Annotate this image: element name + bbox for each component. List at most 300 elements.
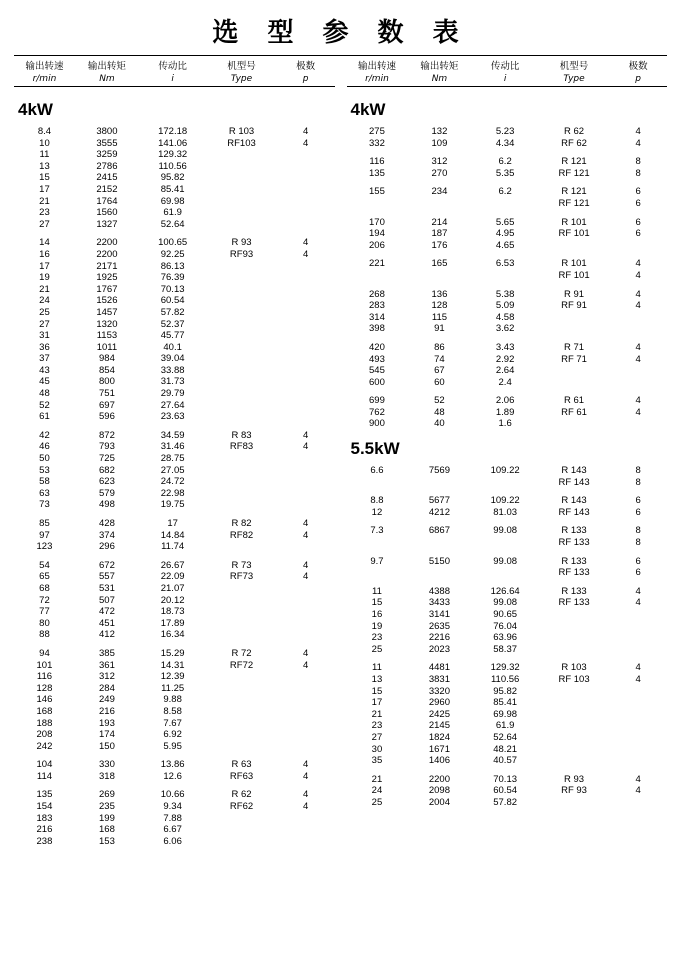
table-cell: RF63 (229, 770, 254, 782)
table-cell: RF83 (229, 441, 254, 453)
table-cell (609, 365, 667, 377)
table-cell (539, 312, 610, 324)
table-cell: 176 (431, 239, 448, 251)
table-row (347, 609, 668, 621)
table-cell: 37 (39, 353, 50, 365)
table-cell: 13 (39, 160, 50, 172)
table-cell: 21.07 (160, 582, 185, 594)
table-cell: 9.7 (370, 555, 384, 567)
header-output-torque-unit: Nm (99, 74, 115, 84)
table-cell: R 93 (563, 773, 585, 785)
table-cell (609, 697, 667, 709)
table-cell (277, 595, 335, 607)
table-cell (206, 319, 277, 331)
table-cell: 15 (39, 172, 50, 184)
table-cell: 5.65 (495, 216, 515, 228)
table-row (347, 621, 668, 633)
table-cell (471, 477, 538, 489)
table-row (347, 270, 668, 282)
table-cell: 22.09 (160, 571, 185, 583)
table-cell: 19.75 (160, 499, 185, 511)
table-cell: RF 121 (558, 167, 590, 179)
table-row (347, 289, 668, 301)
table-cell (609, 418, 667, 430)
table-cell: 1153 (96, 330, 118, 342)
table-cell: 4 (302, 429, 309, 441)
table-cell: 19 (371, 620, 383, 632)
table-cell: 85 (39, 518, 50, 529)
table-cell: 58 (39, 476, 50, 488)
table-cell: 697 (99, 399, 115, 411)
table-cell: 751 (99, 388, 115, 400)
table-cell (206, 618, 277, 630)
table-cell (471, 270, 538, 282)
table-cell (277, 824, 335, 836)
table-row (14, 801, 335, 813)
table-cell (206, 284, 277, 296)
table-cell: 531 (99, 582, 115, 594)
table-cell: 194 (369, 228, 385, 240)
table-cell: 8 (635, 156, 641, 168)
table-row (14, 411, 335, 423)
group-spacer (347, 179, 668, 186)
table-cell (277, 376, 335, 388)
table-cell (206, 488, 277, 500)
table-cell: 4 (302, 559, 309, 571)
table-cell: 4 (302, 237, 309, 249)
table-cell: RF 62 (561, 137, 587, 149)
table-cell (471, 567, 538, 579)
table-cell (609, 797, 667, 809)
table-cell: R 62 (231, 789, 252, 801)
table-cell: RF103 (227, 137, 256, 149)
table-cell (206, 729, 277, 741)
table-row (14, 319, 335, 331)
table-row (347, 720, 668, 732)
table-cell: 4.65 (495, 239, 515, 251)
table-cell: 7.88 (163, 812, 182, 824)
table-cell: 46 (39, 441, 50, 453)
table-cell: 5677 (428, 495, 450, 507)
table-cell: 26.67 (160, 559, 185, 571)
table-cell (206, 342, 277, 354)
table-cell: RF82 (229, 529, 254, 541)
group-spacer (347, 251, 668, 258)
table-cell (539, 365, 610, 377)
header-output-torque: 输出转矩 (420, 61, 459, 72)
table-cell: RF 121 (558, 197, 590, 209)
table-cell: 101 (36, 659, 53, 671)
table-cell: 5.35 (495, 167, 515, 179)
table-row (14, 606, 335, 618)
table-cell (471, 537, 538, 549)
table-cell (277, 694, 335, 706)
table-cell (539, 240, 610, 252)
table-cell: 40.57 (493, 755, 518, 767)
table-cell (277, 813, 335, 825)
table-cell (277, 307, 335, 319)
table-cell: 52 (434, 395, 445, 407)
table-cell: 135 (369, 167, 385, 179)
table-cell: 4 (635, 673, 641, 685)
table-cell: 672 (99, 559, 115, 571)
table-cell: 24.72 (160, 476, 185, 488)
table-cell: 2.06 (495, 395, 515, 407)
table-cell: 53 (39, 464, 50, 476)
table-cell (206, 824, 277, 836)
table-cell: R 62 (563, 126, 585, 137)
table-cell: 472 (99, 606, 115, 618)
header-poles: 极数 (296, 61, 316, 72)
table-cell: 13 (371, 673, 383, 685)
header-output-torque: 输出转矩 (87, 61, 126, 72)
table-cell (609, 312, 667, 324)
table-cell: 86.13 (160, 260, 185, 272)
table-cell (277, 161, 335, 173)
table-cell (407, 537, 471, 549)
table-row (14, 499, 335, 511)
table-cell: 507 (99, 594, 115, 606)
table-row (14, 476, 335, 488)
table-row (347, 477, 668, 489)
table-cell: R 63 (231, 759, 252, 771)
table-cell (206, 499, 277, 511)
table-cell (206, 453, 277, 465)
table-cell: 296 (99, 541, 115, 553)
table-cell: 17 (371, 697, 383, 709)
table-row (14, 824, 335, 836)
table-cell: 69.98 (493, 708, 518, 720)
table-cell: 86 (434, 341, 445, 353)
table-cell: 6 (635, 495, 641, 507)
table-cell: 70.13 (493, 773, 518, 785)
table-cell: 216 (36, 824, 53, 836)
table-cell: 72 (39, 594, 50, 606)
table-row (14, 518, 335, 530)
table-cell: 4 (635, 341, 641, 353)
table-row (347, 365, 668, 377)
table-cell: 6 (635, 567, 641, 579)
table-cell: 596 (99, 411, 115, 423)
group-spacer (14, 423, 335, 430)
table-cell: 1011 (96, 341, 118, 353)
table-cell: 221 (369, 258, 385, 270)
table-cell: 116 (369, 156, 385, 168)
table-row (14, 759, 335, 771)
table-cell (206, 813, 277, 825)
table-cell: 8 (635, 476, 641, 488)
table-cell (206, 400, 277, 412)
table-cell (206, 683, 277, 695)
table-cell: RF 101 (558, 269, 590, 281)
table-row (347, 567, 668, 579)
table-cell: 270 (431, 167, 448, 179)
table-cell: 6 (635, 197, 641, 209)
header-poles-unit: p (302, 74, 309, 84)
table-cell: R 143 (561, 495, 587, 507)
table-cell: 4 (302, 789, 309, 801)
table-cell (206, 629, 277, 641)
table-cell: 4 (302, 529, 309, 541)
table-cell: 24 (39, 295, 50, 307)
table-cell: 73 (39, 499, 50, 511)
table-cell (609, 377, 667, 389)
table-cell: 165 (431, 258, 448, 270)
group-spacer (14, 641, 335, 648)
table-row (347, 597, 668, 609)
table-cell: RF 61 (561, 406, 587, 418)
table-cell (277, 365, 335, 377)
table-cell (206, 196, 277, 208)
table-cell: 6 (635, 506, 641, 518)
table-cell: 42 (39, 429, 50, 441)
table-row (14, 272, 335, 284)
table-cell: 15 (371, 597, 383, 609)
table-cell: 17 (167, 518, 178, 529)
table-cell: RF 93 (561, 785, 587, 797)
table-cell: R 73 (231, 559, 252, 571)
table-row (347, 697, 668, 709)
table-cell: 11.25 (161, 682, 185, 694)
table-cell: 385 (99, 647, 115, 659)
table-cell: 114 (36, 770, 53, 782)
table-cell: 15 (371, 685, 383, 697)
table-cell (539, 621, 610, 633)
table-row (347, 709, 668, 721)
table-cell: 109.22 (490, 465, 520, 477)
table-cell (277, 465, 335, 477)
table-cell: R 133 (561, 585, 587, 597)
table-cell: RF 133 (558, 567, 590, 579)
table-row (347, 495, 668, 507)
table-cell (277, 606, 335, 618)
table-row (347, 354, 668, 366)
table-row (14, 718, 335, 730)
table-cell: R 93 (231, 237, 252, 249)
table-cell: 682 (99, 464, 115, 476)
table-cell: 21 (371, 708, 383, 720)
table-cell: 104 (36, 759, 53, 771)
table-cell: 99.08 (493, 525, 518, 537)
table-cell: 23.63 (160, 411, 185, 423)
table-cell (277, 261, 335, 273)
table-cell (539, 709, 610, 721)
table-cell: 88 (39, 629, 50, 641)
table-cell: 76.04 (493, 620, 518, 632)
table-cell (277, 219, 335, 231)
title-divider (14, 55, 667, 56)
group-spacer (347, 579, 668, 586)
table-cell: 28.75 (160, 453, 185, 465)
table-cell: 95.82 (160, 172, 185, 184)
table-row (14, 400, 335, 412)
table-cell: 6.67 (163, 824, 182, 836)
table-cell: 11.74 (161, 541, 185, 553)
table-row (14, 706, 335, 718)
table-cell: 361 (99, 659, 115, 671)
table-cell: 1671 (428, 743, 450, 755)
table-row (14, 813, 335, 825)
table-cell: 12 (371, 506, 383, 518)
table-cell: 4 (635, 597, 641, 609)
table-row (347, 168, 668, 180)
table-cell: 2216 (428, 632, 450, 644)
header-type-unit: Type (563, 74, 585, 84)
table-cell (407, 477, 471, 489)
table-row (14, 161, 335, 173)
table-cell: 45 (39, 376, 50, 388)
table-cell: 4 (302, 659, 309, 671)
table-cell (539, 377, 610, 389)
table-row (347, 342, 668, 354)
table-cell (206, 541, 277, 553)
table-cell: 762 (369, 406, 385, 418)
right-sections (347, 91, 668, 809)
table-cell: 61.9 (495, 720, 515, 732)
table-cell (206, 353, 277, 365)
table-row (347, 186, 668, 198)
table-cell: RF 133 (558, 597, 590, 609)
table-cell: 793 (99, 441, 115, 453)
table-row (347, 525, 668, 537)
table-cell (407, 198, 471, 210)
table-row (14, 789, 335, 801)
table-cell (277, 741, 335, 753)
table-cell (277, 295, 335, 307)
table-cell: 23 (39, 207, 50, 219)
table-cell: 1457 (96, 306, 118, 318)
table-cell: 57.82 (160, 306, 185, 318)
table-cell: R 103 (561, 662, 587, 674)
table-cell: 235 (99, 801, 115, 813)
table-cell: 34.59 (160, 429, 185, 441)
table-cell: 4 (635, 258, 641, 270)
table-cell: 1767 (96, 283, 118, 295)
table-cell: 132 (431, 126, 448, 137)
table-cell: RF 143 (558, 476, 590, 488)
table-cell: 128 (36, 682, 53, 694)
table-row (14, 541, 335, 553)
table-cell: 183 (36, 812, 53, 824)
header-ratio-unit: i (171, 74, 174, 84)
table-cell: 155 (369, 186, 385, 198)
table-cell (277, 207, 335, 219)
table-cell: 21 (371, 773, 383, 785)
table-cell (206, 583, 277, 595)
table-cell: 60.54 (493, 785, 518, 797)
table-cell (206, 272, 277, 284)
table-row (14, 618, 335, 630)
table-cell: 3.43 (495, 341, 515, 353)
table-cell (277, 353, 335, 365)
table-row (347, 126, 668, 138)
table-cell (277, 319, 335, 331)
table-cell: 193 (99, 717, 115, 729)
table-cell: R 101 (561, 258, 587, 270)
table-cell: 52 (39, 399, 50, 411)
table-cell (206, 219, 277, 231)
table-cell: 451 (99, 617, 115, 629)
table-cell: RF 91 (561, 300, 587, 312)
table-cell: 1560 (96, 207, 118, 219)
table-cell: 21 (39, 283, 50, 295)
table-cell (609, 720, 667, 732)
table-row (14, 671, 335, 683)
table-cell: 18.73 (160, 606, 185, 618)
table-cell: 557 (99, 571, 115, 583)
table-cell (277, 196, 335, 208)
table-row (347, 755, 668, 767)
table-cell: 1327 (96, 218, 118, 230)
table-cell: 99.08 (493, 597, 518, 609)
table-row (347, 377, 668, 389)
table-cell: RF 101 (558, 228, 590, 240)
table-cell: 4 (635, 662, 641, 674)
table-cell: 4 (635, 269, 641, 281)
table-cell: 1764 (96, 195, 118, 207)
table-cell: 3433 (428, 597, 450, 609)
table-cell: 92.25 (160, 248, 185, 260)
header-ratio: 传动比 (490, 61, 520, 72)
table-cell (277, 284, 335, 296)
table-cell (347, 477, 408, 489)
parameter-table (347, 465, 668, 808)
table-cell: 11 (372, 585, 382, 597)
table-cell: RF93 (229, 248, 254, 260)
table-cell: 154 (36, 801, 53, 813)
table-row (347, 418, 668, 430)
table-cell: 153 (99, 835, 115, 847)
table-cell (277, 706, 335, 718)
left-header-divider (14, 86, 335, 87)
table-cell: 6.53 (495, 258, 515, 270)
table-cell: 5.95 (163, 740, 182, 752)
table-cell (206, 307, 277, 319)
table-cell: 208 (36, 729, 53, 741)
table-cell: 170 (369, 216, 385, 228)
table-cell: 284 (99, 682, 115, 694)
table-cell: 6 (635, 555, 641, 567)
group-spacer (347, 655, 668, 662)
table-cell (206, 365, 277, 377)
table-row (14, 249, 335, 261)
table-cell (609, 609, 667, 621)
table-cell: 2200 (96, 248, 118, 260)
table-cell: 4 (635, 126, 641, 137)
table-cell: 48 (434, 406, 445, 418)
table-cell: 129.32 (158, 149, 188, 161)
table-cell (609, 686, 667, 698)
table-cell: 2425 (428, 708, 450, 720)
table-row (14, 284, 335, 296)
table-cell: 4 (302, 801, 309, 813)
table-cell: 168 (36, 705, 53, 717)
table-cell: R 91 (563, 288, 585, 300)
table-cell: 199 (99, 812, 115, 824)
table-cell: 4 (302, 518, 309, 529)
table-row (347, 300, 668, 312)
group-spacer (347, 282, 668, 289)
table-row (347, 556, 668, 568)
table-cell: 60 (434, 376, 445, 388)
table-cell (539, 323, 610, 335)
table-cell: 579 (99, 487, 115, 499)
group-spacer (347, 149, 668, 156)
table-cell: 8.4 (37, 126, 52, 137)
table-row (14, 836, 335, 848)
table-cell: 4 (302, 759, 309, 771)
table-cell: 4 (302, 770, 309, 782)
